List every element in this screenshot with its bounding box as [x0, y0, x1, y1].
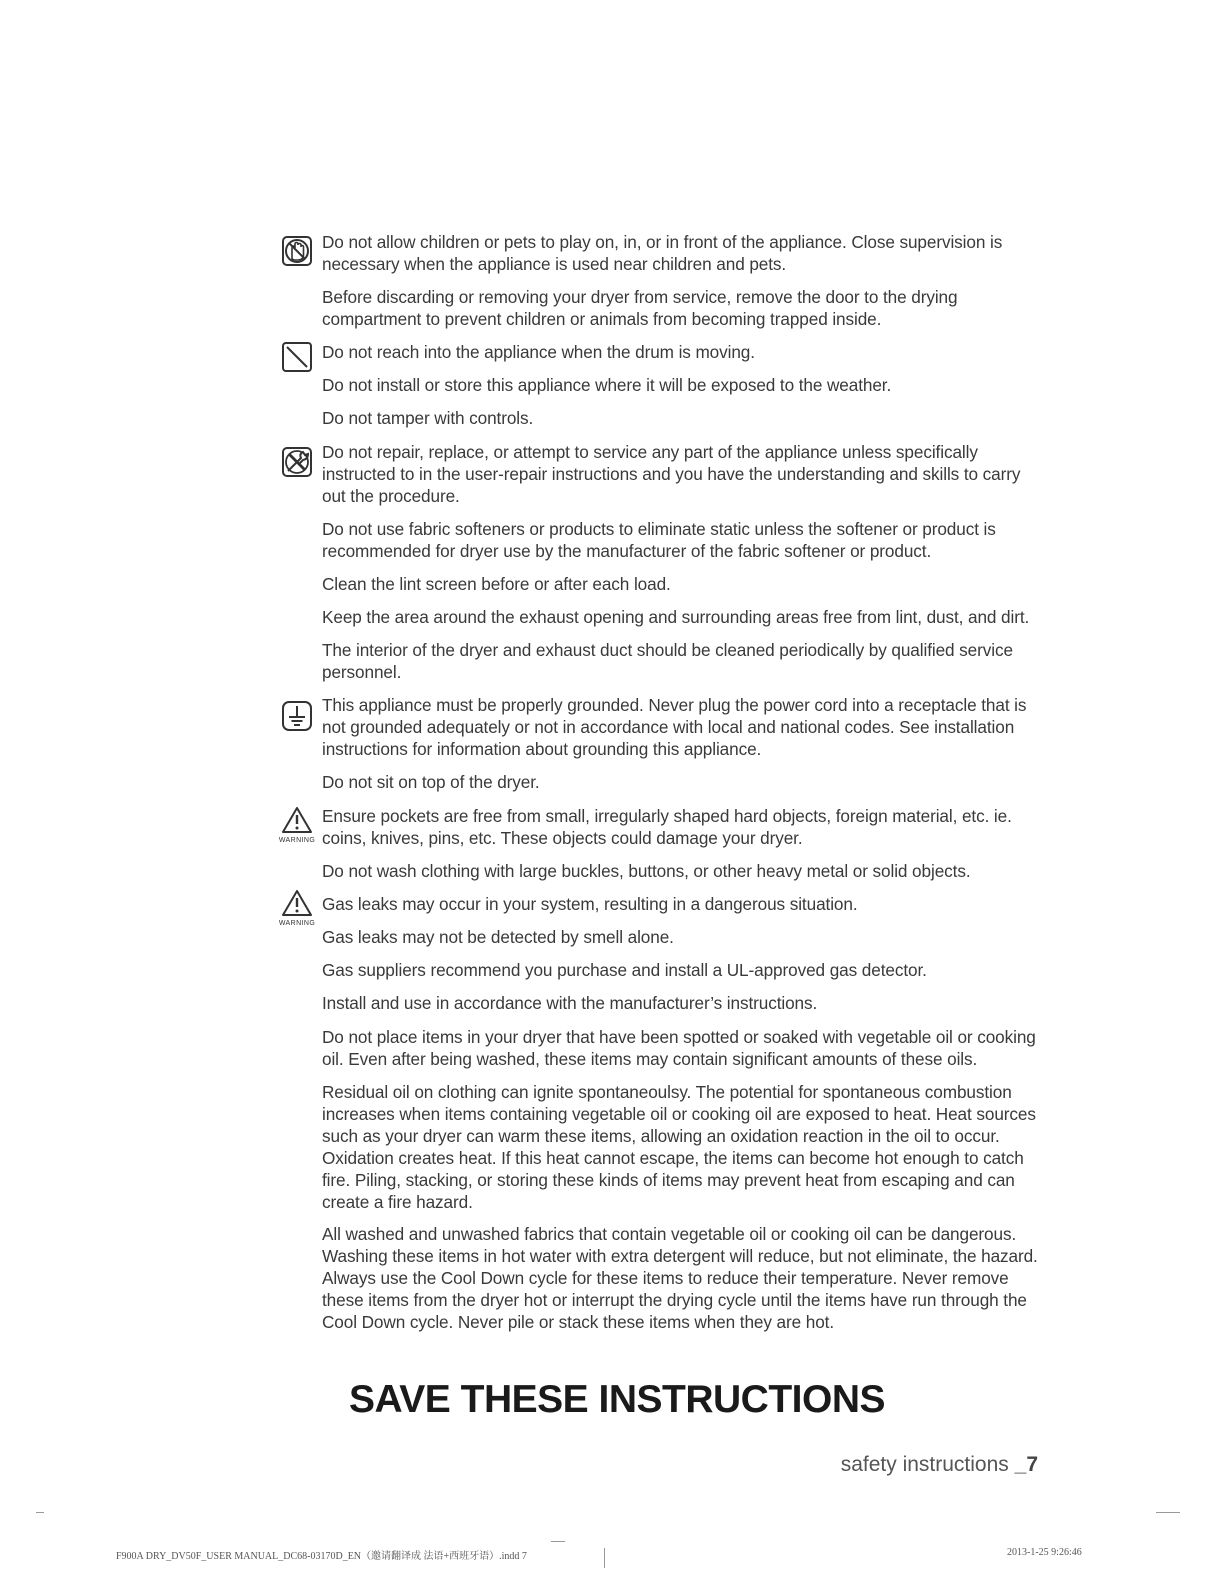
- warning-badge: [275, 806, 319, 844]
- page-footer: [841, 1453, 1038, 1477]
- print-slug: F900A DRY_DV50F_USER MANUAL_DC68-03170D_EN（邀请翻译成 法语+西班牙语）.indd 7: [116, 1551, 527, 1562]
- ground-icon: [281, 700, 313, 732]
- instruction-paragraph: Gas suppliers recommend you purchase and install a UL-approved gas detector.: [322, 960, 927, 980]
- instruction-paragraph: Do not repair, replace, or attempt to service any part of the appliance unless specifically instructed to in the user-repair instructions and you have the understanding and skills to carry out the procedure.: [322, 442, 1021, 506]
- instruction-paragraph: This appliance must be properly grounded. Never plug the power cord into a receptacle that is not grounded adequately or not in accordance with local and national codes. See installation instructions for information about grounding this appliance.: [322, 695, 1027, 759]
- warning-icon: [281, 806, 313, 834]
- crop-mark: [1156, 1512, 1180, 1513]
- page-number: _7: [1014, 1453, 1038, 1476]
- instruction-paragraph: Do not use fabric softeners or products to eliminate static unless the softener or product is recommended for dryer use by the manufacturer of the fabric softener or product.: [322, 519, 996, 561]
- crop-mark: [36, 1512, 44, 1513]
- instruction-paragraph: Keep the area around the exhaust opening and surrounding areas free from lint, dust, and dirt.: [322, 607, 1030, 627]
- warning-icon: [281, 889, 313, 917]
- no-hand-icon: [281, 235, 313, 267]
- instruction-paragraph: Do not place items in your dryer that have been spotted or soaked with vegetable oil or cooking oil. Even after being washed, these items may contain significant amounts of these oils.: [322, 1027, 1036, 1069]
- instruction-paragraph: Do not reach into the appliance when the drum is moving.: [322, 342, 755, 362]
- warning-badge: [275, 889, 319, 927]
- instruction-paragraph: Do not install or store this appliance where it will be exposed to the weather.: [322, 375, 892, 395]
- crop-mark: [551, 1541, 565, 1542]
- instruction-paragraph: Clean the lint screen before or after each load.: [322, 574, 671, 594]
- instruction-paragraph: Ensure pockets are free from small, irregularly shaped hard objects, foreign material, etc. ie. coins, knives, pins, etc. These objects could damage your dryer.: [322, 806, 1012, 848]
- instruction-paragraph: Install and use in accordance with the manufacturer’s instructions.: [322, 993, 818, 1013]
- instruction-paragraph: Do not wash clothing with large buckles, buttons, or other heavy metal or solid objects.: [322, 861, 971, 881]
- prohibited-icon: [281, 341, 313, 373]
- crop-mark: [604, 1548, 605, 1568]
- instruction-paragraph: Gas leaks may occur in your system, resulting in a dangerous situation.: [322, 894, 858, 914]
- instruction-paragraph: Do not tamper with controls.: [322, 408, 534, 428]
- instruction-paragraph: Gas leaks may not be detected by smell alone.: [322, 927, 674, 947]
- instruction-paragraph: The interior of the dryer and exhaust duct should be cleaned periodically by qualified service personnel.: [322, 640, 1013, 682]
- instruction-paragraph: All washed and unwashed fabrics that contain vegetable oil or cooking oil can be dangerous. Washing these items in hot water with extra detergent will reduce, but not eliminate, the hazard. Always use the Cool Down cycle for these items to reduce their temperature. Never remove these items from the dryer hot or interrupt the drying cycle until the items have run through the Cool Down cycle. Never pile or stack these items when they are hot.: [322, 1224, 1038, 1332]
- warning-label: WARNING: [278, 837, 316, 844]
- instruction-paragraph: Residual oil on clothing can ignite spontaneoulsy. The potential for spontaneous combustion increases when items containing vegetable oil or cooking oil are exposed to heat. Heat sources such as your dryer can warm these items, allowing an oxidation reaction in the oil to occur. Oxidation creates heat. If this heat cannot escape, the items can become hot enough to catch fire. Piling, stacking, or storing these kinds of items may prevent heat from escaping and can create a fire hazard.: [322, 1082, 1036, 1212]
- instruction-paragraph: Do not allow children or pets to play on, in, or in front of the appliance. Close supervision is necessary when the appliance is used near children and pets.: [322, 232, 1003, 274]
- print-timestamp: 2013-1-25 9:26:46: [1007, 1547, 1082, 1558]
- instruction-paragraph: Do not sit on top of the dryer.: [322, 772, 540, 792]
- warning-label: WARNING: [278, 920, 316, 927]
- section-name: safety instructions: [840, 1453, 1009, 1476]
- no-disassembly-icon: [281, 446, 313, 478]
- save-instructions-heading: SAVE THESE INSTRUCTIONS: [349, 1378, 886, 1421]
- instruction-paragraph: Before discarding or removing your dryer from service, remove the door to the drying compartment to prevent children or animals from becoming trapped inside.: [322, 287, 958, 329]
